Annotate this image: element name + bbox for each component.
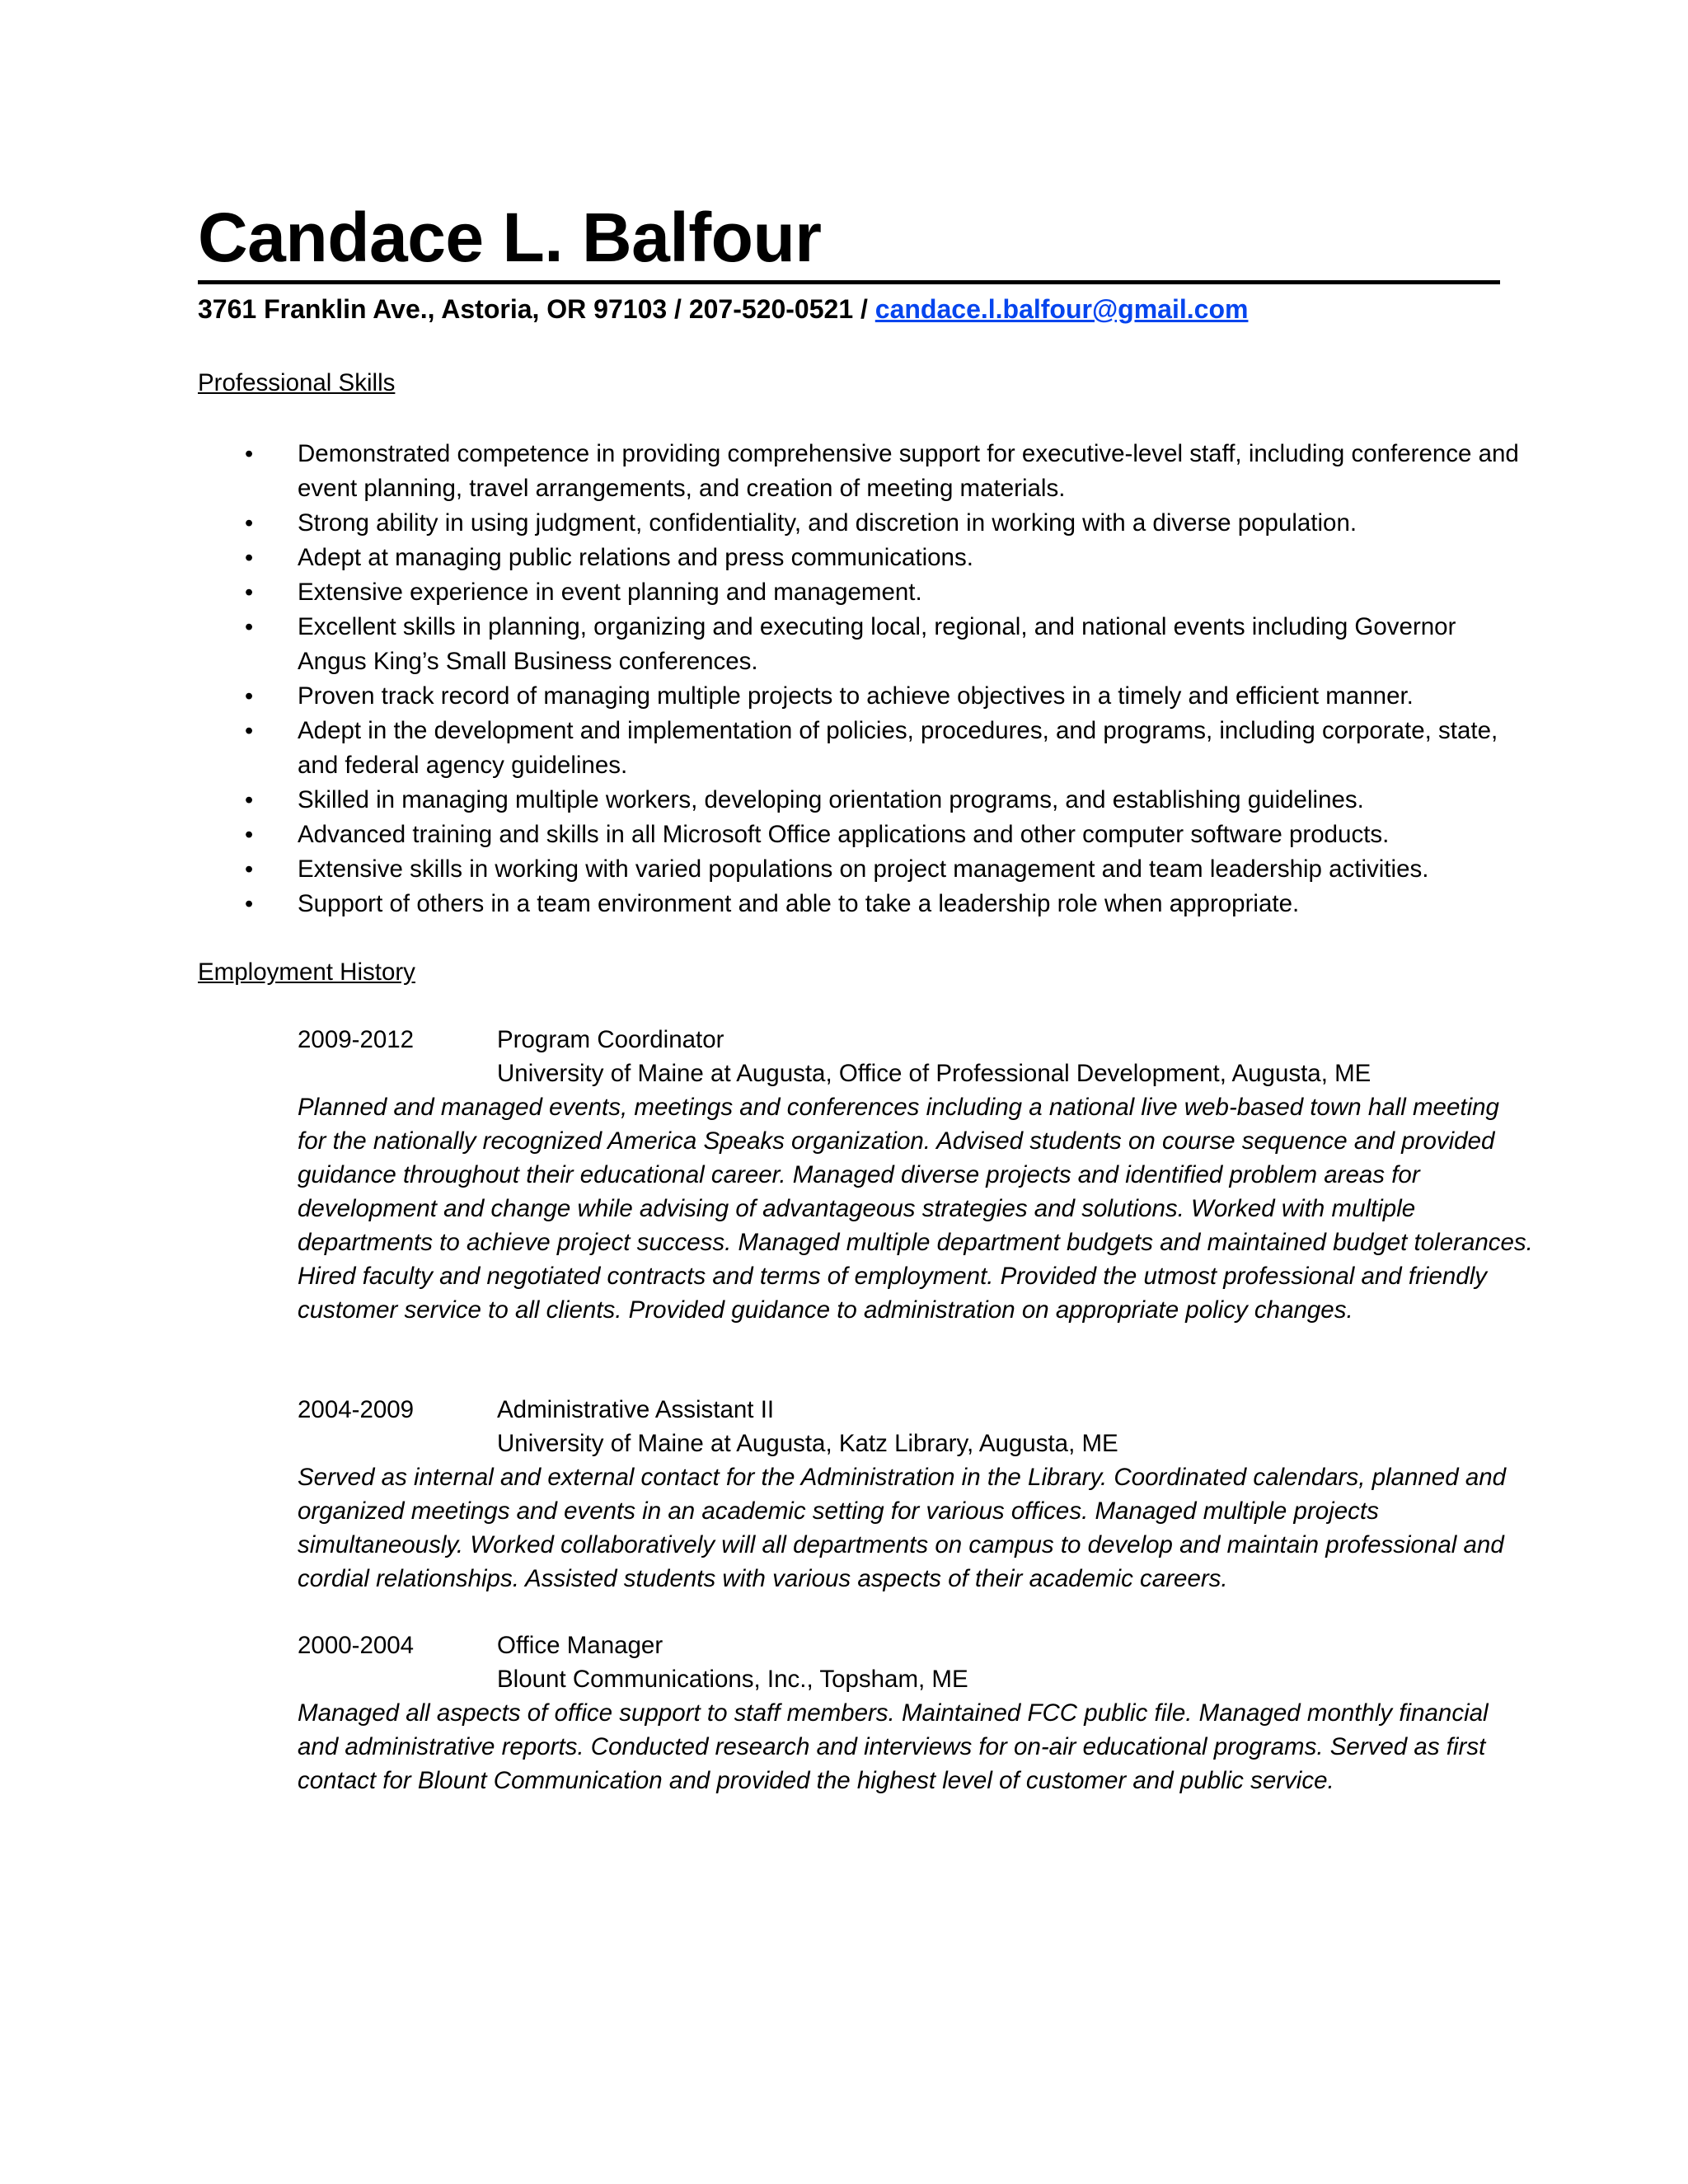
bullet-icon: •: [245, 545, 254, 571]
bullet-icon: •: [245, 579, 254, 606]
header-rule: [198, 280, 1500, 284]
bullet-icon: •: [245, 891, 254, 917]
skill-text: Strong ability in using judgment, confidentiality, and discretion in working with a diverse population.: [298, 509, 1357, 537]
skill-text: Proven track record of managing multiple projects to achieve objectives in a timely and efficient manner.: [298, 682, 1414, 710]
skill-text: Adept in the development and implementation of policies, procedures, and programs, including corporate, state, and federal agency guidelines.: [298, 717, 1498, 779]
skill-text: Advanced training and skills in all Microsoft Office applications and other computer software products.: [298, 821, 1390, 848]
skill-item: [198, 575, 1525, 610]
skill-item: [198, 783, 1525, 818]
bullet-icon: •: [245, 856, 254, 883]
job-title: Office Manager: [497, 1632, 663, 1659]
job-years: 2004-2009: [298, 1396, 415, 1423]
skill-item: [198, 887, 1525, 921]
job-title: Administrative Assistant II: [497, 1396, 775, 1423]
skill-item: [198, 852, 1525, 887]
skill-text: Demonstrated competence in providing comprehensive support for executive-level staff, including conference and event planning, travel arrangements, and creation of meeting materials.: [298, 440, 1519, 502]
skill-item: [198, 610, 1525, 679]
skill-item: [198, 437, 1525, 506]
employment-history-heading: Employment History: [198, 958, 415, 986]
bullet-icon: •: [245, 614, 254, 640]
job-description: Planned and managed events, meetings and conferences including a national live web-based town hall meeting for the nationally recognized America Speaks organization. Advised students on course sequence and provided guidance throughout their educational career. Managed diverse projects and identified problem areas for development and change while advising of advantageous strategies and solutions. Worked with multiple departments to achieve project success. Managed multiple department budgets and maintained budget tolerances. Hired faculty and negotiated contracts and terms of employment. Provided the utmost professional and friendly customer service to all clients. Provided guidance to administration on appropriate policy changes.: [298, 1094, 1533, 1324]
skill-item: [198, 818, 1525, 852]
contact-address-phone: 3761 Franklin Ave., Astoria, OR 97103 / 207-520-0521 /: [198, 294, 875, 324]
contact-line: [198, 293, 1248, 325]
job-years: 2009-2012: [298, 1026, 415, 1053]
bullet-icon: •: [245, 441, 254, 467]
job-entry: [298, 1023, 1534, 1327]
bullet-icon: •: [245, 822, 254, 848]
skill-item: [198, 679, 1525, 714]
skill-item: [198, 541, 1525, 575]
skill-text: Adept at managing public relations and press communications.: [298, 544, 973, 571]
skill-text: Extensive skills in working with varied populations on project management and team leadership activities.: [298, 855, 1429, 883]
skill-text: Excellent skills in planning, organizing and executing local, regional, and national events including Governor Angus King’s Small Business conferences.: [298, 613, 1456, 675]
skills-list: [198, 437, 1525, 921]
skill-text: Support of others in a team environment and able to take a leadership role when appropriate.: [298, 890, 1300, 917]
skill-item: [198, 714, 1525, 783]
bullet-icon: •: [245, 718, 254, 744]
bullet-icon: •: [245, 787, 254, 813]
job-organization: University of Maine at Augusta, Katz Library, Augusta, ME: [497, 1430, 1118, 1457]
job-description: Served as internal and external contact for the Administration in the Library. Coordinated calendars, planned and organized meetings and events in an academic setting for various offices. Managed multiple projects simultaneously. Worked collaboratively will all departments on campus to develop and maintain professional and cordial relationships. Assisted students with various aspects of their academic careers.: [298, 1464, 1507, 1592]
bullet-icon: •: [245, 683, 254, 710]
job-description: Managed all aspects of office support to staff members. Maintained FCC public file. Managed monthly financial and administrative reports. Conducted research and interviews for on-air educational programs. Served as first contact for Blount Communication and provided the highest level of customer and public service.: [298, 1699, 1489, 1794]
job-years: 2000-2004: [298, 1632, 415, 1659]
job-organization: University of Maine at Augusta, Office of Professional Development, Augusta, ME: [497, 1060, 1372, 1087]
professional-skills-heading: Professional Skills: [198, 369, 396, 396]
email-link[interactable]: candace.l.balfour@gmail.com: [874, 294, 1249, 324]
skill-item: [198, 506, 1525, 541]
candidate-name: Candace L. Balfour: [198, 199, 822, 276]
bullet-icon: •: [245, 510, 254, 537]
skill-text: Skilled in managing multiple workers, developing orientation programs, and establishing guidelines.: [298, 786, 1364, 813]
job-organization: Blount Communications, Inc., Topsham, ME: [497, 1666, 968, 1693]
job-title: Program Coordinator: [497, 1026, 724, 1053]
job-entry: [298, 1629, 1534, 1797]
job-entry: [298, 1393, 1534, 1596]
skill-text: Extensive experience in event planning and management.: [298, 579, 922, 606]
